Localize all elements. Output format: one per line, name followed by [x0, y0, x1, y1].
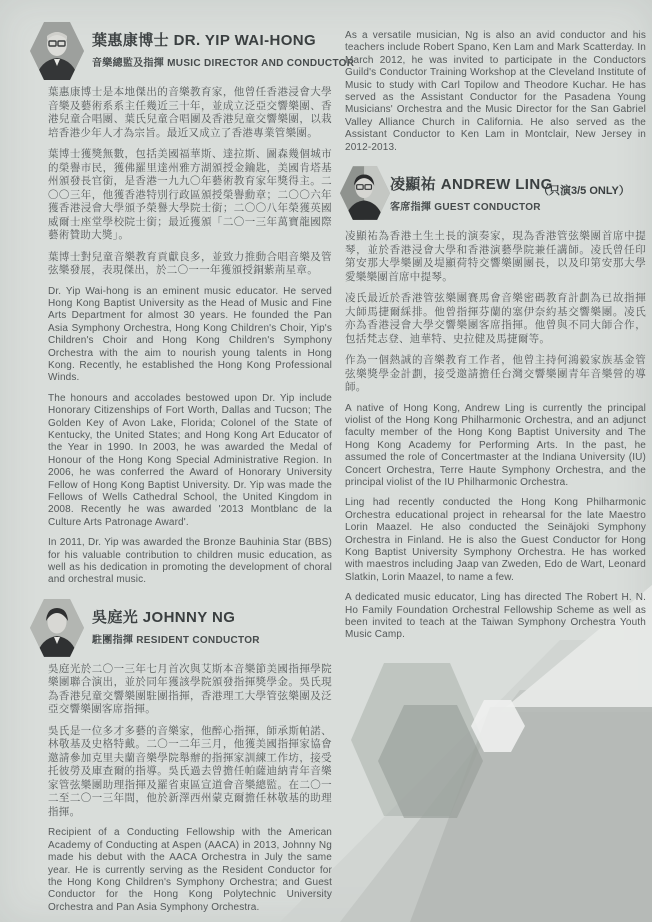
- ng-title: 駐團指揮 RESIDENT CONDUCTOR: [92, 634, 260, 646]
- ng-paragraph-zh: 吳氏是一位多才多藝的音樂家，他醉心指揮，師承斯帕諾、林敬基及史格特戴。二〇一二年三月，他獲美國指揮家協會邀請參加克里夫蘭音樂學院舉辦的指揮家訓練工作坊，接受托彼勞及庫查爾的指導。吳氏過去曾擔任帕薩迪納青年音樂家管弦樂團助理指揮及羅省東區宣道會音樂總監。在二〇一二至二〇一三年間，他於新澤西州蒙克爾擔任林敬基的助理指揮。: [48, 724, 332, 818]
- ling-paragraph-en: A dedicated music educator, Ling has directed The Robert H. N. Ho Family Foundation Orchestral Fellowship Scheme as well as been invited to teach at the Taiwan Symphony Orchestra Youth Music Camp.: [345, 592, 646, 641]
- ng-section-header: [48, 599, 332, 657]
- yip-paragraph-zh: 葉惠康博士是本地傑出的音樂教育家，他曾任香港浸會大學音樂及藝術系系主任幾近三十年，並成立泛亞交響樂團、香港兒童合唱團、葉氏兒童合唱團及香港兒童交響樂團，以栽培香港少年人才為宗旨。最近又成立了香港專業管樂團。: [48, 86, 332, 139]
- ling-title: 客席指揮 GUEST CONDUCTOR: [390, 202, 541, 214]
- ling-performance-note: （只演3/5 ONLY）: [538, 185, 630, 198]
- yip-paragraph-en: Dr. Yip Wai-hong is an eminent music educator. He served Hong Kong Baptist University as the Head of Music and Fine Arts Department for almost 30 years. He founded the Pan Asia Symphony Orchestra, Hong Kong Children's Choir, Yip's Children's Choir and Hong Kong Children's Symphony Orchestra with the aim to nourish young talents in Hong Kong. Recently, he established the Hong Kong Professional Winds.: [48, 285, 332, 384]
- yip-paragraph-zh: 葉博士對兒童音樂教育貢獻良多，並致力推動合唱音樂及管弦樂發展，表現傑出，於二〇一一年獲頒授銅紫荊星章。: [48, 250, 332, 276]
- ling-portrait-photo: [340, 166, 390, 220]
- ling-paragraph-en: Ling had recently conducted the Hong Kong Philharmonic Orchestra educational project in rehearsal for the late Maestro Lorin Maazel. He also conducted the Seinäjoki Symphony Orchestra in Finland. He is also the Guest Conductor for Hong Kong Baptist University Symphony Orchestra. He has worked with maestros including Jaap van Zweden, Edo de Wart, Leonard Slatkin, Lorin Maazel, to name a few.: [345, 497, 646, 583]
- ng-paragraph-en: Recipient of a Conducting Fellowship with the American Academy of Conducting at Aspen (AACA) in 2013, Johnny Ng made his debut with the AACA Orchestra in July the same year. He is currently serving as the Resident Conductor for the Hong Kong Children's Symphony Orchestra; and Guest Conductor for the Hong Kong Polytechnic University Orchestra and Pan Asia Symphony Orchestra.: [48, 827, 332, 913]
- ng-name: 吳庭光 JOHNNY NG: [92, 608, 236, 626]
- yip-name: 葉惠康博士 DR. YIP WAI-HONG: [92, 32, 317, 49]
- ling-paragraph-zh: 凌氏最近於香港管弦樂團賽馬會音樂密碼教育計劃為已故指揮大師馬捷爾綵排。他曾指揮芬蘭的塞伊奈約基交響樂團。凌氏亦為香港浸會大學交響樂團客席指揮。他曾與不同大師合作，包括梵志登、迪華特、史拉健及馬捷爾等。: [345, 292, 646, 345]
- yip-section-header: [48, 22, 355, 80]
- yip-paragraph-zh: 葉博士獲獎無數，包括美國福華斯、達拉斯、圖森幾個城市的榮譽市民，獲佛羅里達州雅方湖頒授金鑰匙，美國肯塔基州頒發長官銜，是香港一九九〇年藝術教育家年獎得主。二〇〇三年，他獲香港特別行政區頒授榮譽勳章；二〇〇六年獲香港浸會大學頒予榮譽大學院士銜；二〇〇八年榮獲英國威爾士座堂學校院士銜；最近獲頒「二〇一三年萬寶龍國際藝術贊助大獎」。: [48, 148, 332, 241]
- yip-paragraph-en: In 2011, Dr. Yip was awarded the Bronze Bauhinia Star (BBS) for his valuable contribution to children music education, as well as his dedication in promoting the development of choral and orchestral music.: [48, 537, 332, 586]
- left-column: [48, 22, 355, 922]
- yip-title: 音樂總監及指揮 MUSIC DIRECTOR AND CONDUCTOR: [92, 58, 355, 69]
- ling-paragraph-en: A native of Hong Kong, Andrew Ling is currently the principal violist of the Hong Kong Philharmonic Orchestra, and an adjunct faculty member of the Hong Kong Baptist University and The Hong Kong Academy for Performing Arts. In the past, he assumed the role of Concertmaster at the Indiana University (IU) Concert Orchestra, Terre Haute Symphony Orchestra, and the principal violist of the IU Philharmonic Orchestra.: [345, 402, 646, 488]
- ling-section-header: [345, 166, 646, 224]
- yip-paragraph-en: The honours and accolades bestowed upon Dr. Yip include Honorary Citizenships of Fort Worth, Dallas and Tucson; The Golden Key of Avon Lake, Florida; Colonel of the State of Kentucky, the United States; and Hong Kong Art Educator of the Year in 1990. In 2003, he was awarded the Medal of Honour of the Hong Kong Special Administrative Region. In 2006, he was conferred the Award of Honorary University Fellow of Hong Kong Baptist University. Dr. Yip was made the Fellows of Wells Cathedral School, the United Kingdom in 2008. Recently he was awarded '2013 Montblanc de la Culture Arts Patronage Award'.: [48, 392, 332, 528]
- ng-paragraph-en-continued: As a versatile musician, Ng is also an avid conductor and his teachers include Robert Spano, Ken Lam and Mark Scatterday. In March 2012, he was invited to participate in the Conductors Guild's Conductor Training Workshop at the Cleveland Institute of Music to study with Carl Topilow and Theodore Kuchar. He has served as the Assistant Conductor for the Pasadena Young Musicians' Orchestra and the Music Director for the San Gabriel Valley Alliance Church in California. He also served as the Assistant Conductor to Ken Lam in Montclair, New Jersey in 2012-2013.: [345, 30, 646, 153]
- ng-paragraph-zh: 吳庭光於二〇一三年七月首次與艾斯本音樂節美國指揮學院樂團聯合演出，並於同年獲該學院頒發指揮獎學金。吳氏現為香港兒童交響樂團駐團指揮，香港理工大學管弦樂團及泛亞交響樂團客席指揮。: [48, 662, 332, 716]
- ling-paragraph-zh: 凌顯祐為香港土生土長的演奏家，現為香港管弦樂團首席中提琴，並於香港浸會大學和香港演藝學院兼任講師。凌氏曾任印第安那大學樂團及堤顯荷特交響樂團團長，以及印第安那大學愛樂樂團首席中提琴。: [345, 230, 646, 283]
- ling-paragraph-zh: 作為一個熱誠的音樂教育工作者，他曾主持何鴻毅家族基金管弦樂獎學金計劃，接受邀請擔任台灣交響樂團青年音樂營的導師。: [345, 354, 646, 394]
- ling-name: 凌顯祐 ANDREW LING: [390, 176, 553, 194]
- right-column: [345, 30, 646, 650]
